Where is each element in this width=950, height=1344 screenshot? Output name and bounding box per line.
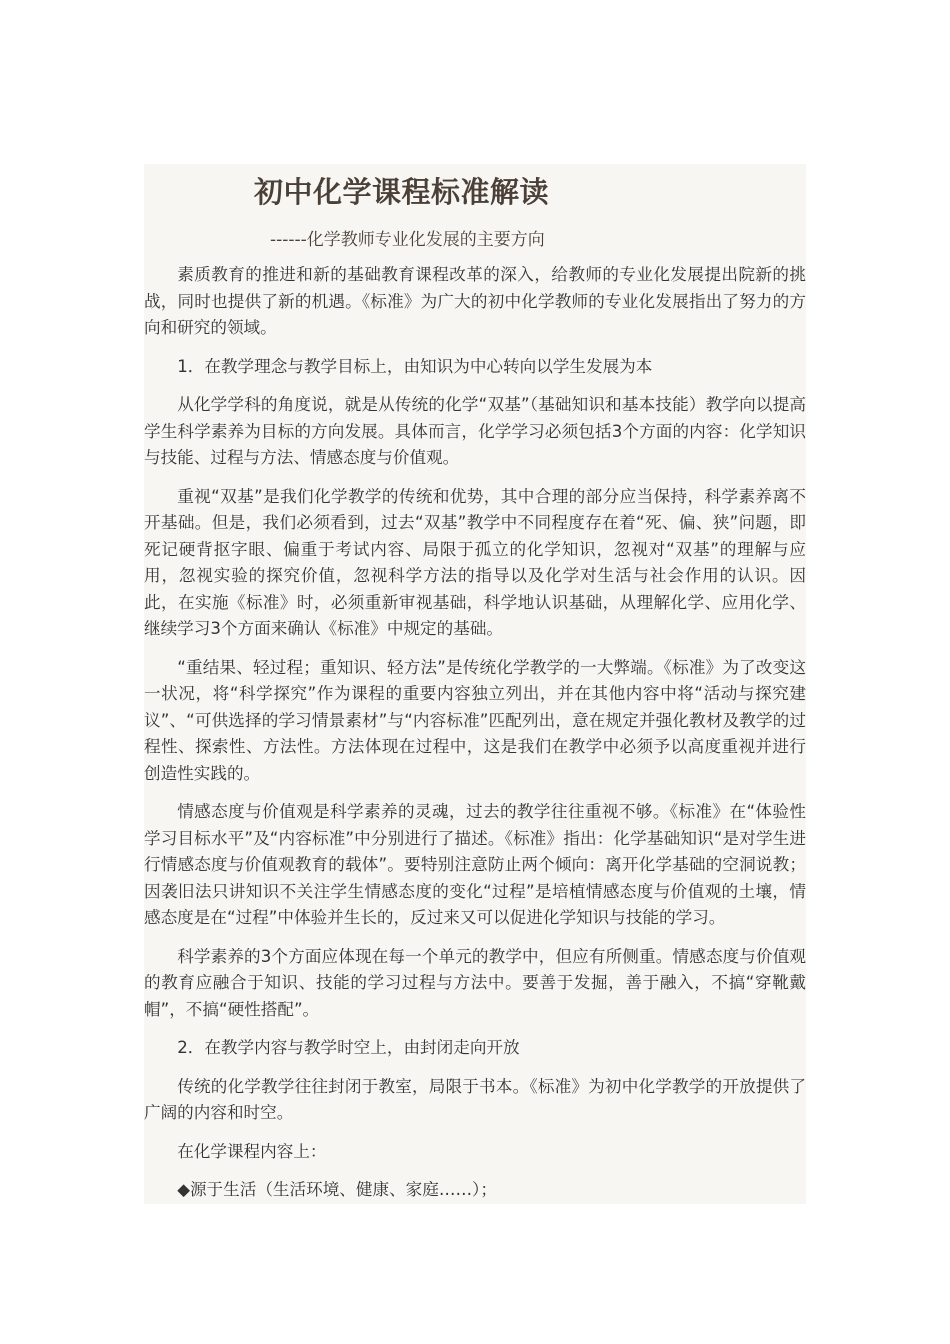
body-paragraph: 从化学学科的角度说，就是从传统的化学“双基”（基础知识和基本技能）教学向以提高学生科学素养为目标的方向发展。具体而言，化学学习必须包括3个方面的内容：化学知识与技能、过程与方法、情感态度与价值观。 [144, 395, 806, 467]
body-paragraph: “重结果、轻过程；重知识、轻方法”是传统化学教学的一大弊端。《标准》为了改变这一状况，将“科学探究”作为课程的重要内容独立列出，并在其他内容中将“活动与探究建议”、“可供选择的学习情景素材”与“内容标准”匹配列出，意在规定并强化教材及教学的过程性、探索性、方法性。方法体现在过程中，这是我们在教学中必须予以高度重视并进行创造性实践的。 [144, 657, 806, 783]
document-body [144, 262, 806, 1204]
document-subtitle: ------化学教师专业化发展的主要方向 [270, 230, 545, 250]
section-heading-1: 1．在教学理念与教学目标上，由知识为中心转向以学生发展为本 [177, 356, 653, 376]
list-item: ◆源于生活（生活环境、健康、家庭……）； [177, 1180, 497, 1199]
body-paragraph: 科学素养的3个方面应体现在每一个单元的教学中，但应有所侧重。情感态度与价值观的教育应融合于知识、技能的学习过程与方法中。要善于发掘，善于融入，不搞“穿靴戴帽”，不搞“硬性搭配”。 [144, 946, 806, 1019]
body-paragraph: 在化学课程内容上： [177, 1141, 327, 1161]
document-title: 初中化学课程标准解读 [254, 175, 550, 209]
body-paragraph: 情感态度与价值观是科学素养的灵魂，过去的教学往往重视不够。《标准》在“体验性学习目标水平”及“内容标准”中分别进行了描述。《标准》指出：化学基础知识“是对学生进行情感态度与价值观教育的载体”。要特别注意防止两个倾向：离开化学基础的空洞说教；因袭旧法只讲知识不关注学生情感态度的变化“过程”是培植情感态度与价值观的土壤，情感态度是在“过程”中体验并生长的，反过来又可以促进化学知识与技能的学习。 [144, 802, 806, 927]
section-heading-2: 2．在教学内容与教学时空上，由封闭走向开放 [177, 1038, 520, 1057]
intro-paragraph: 素质教育的推进和新的基础教育课程改革的深入，给教师的专业化发展提出院新的挑战，同时也提供了新的机遇。《标准》为广大的初中化学教师的专业化发展指出了努力的方向和研究的领域。 [144, 265, 806, 337]
body-paragraph: 重视“双基”是我们化学教学的传统和优势，其中合理的部分应当保持，科学素养离不开基础。但是，我们必须看到，过去“双基”教学中不同程度存在着“死、偏、狭”问题，即死记硬背抠字眼、偏重于考试内容、局限于孤立的化学知识，忽视对“双基”的理解与应用，忽视实验的探究价值，忽视科学方法的指导以及化学对生活与社会作用的认识。因此，在实施《标准》时，必须重新审视基础，科学地认识基础，从理解化学、应用化学、继续学习3个方面来确认《标准》中规定的基础。 [144, 486, 806, 638]
body-paragraph: 传统的化学教学往往封闭于教室，局限于书本。《标准》为初中化学教学的开放提供了广阔的内容和时空。 [144, 1076, 806, 1122]
